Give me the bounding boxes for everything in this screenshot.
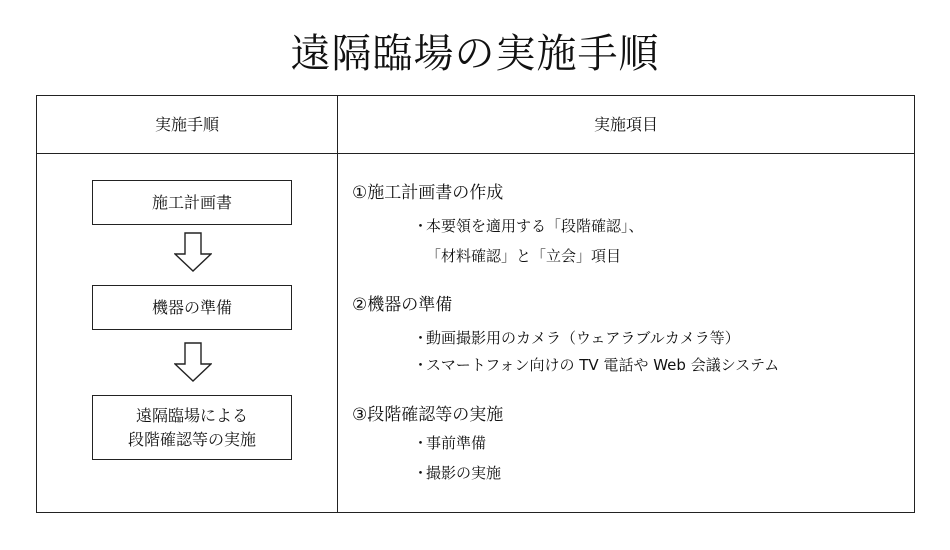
header-items: 実施項目 <box>593 115 658 134</box>
bullet-item: ・動画撮影用のカメラ（ウェアラブルカメラ等） <box>413 329 740 347</box>
item-heading-inspection: ③段階確認等の実施 <box>352 405 504 425</box>
bullet-mark: ・ <box>413 434 429 452</box>
bullet-mark: ・ <box>413 464 429 482</box>
step-label: 施工計画書 <box>151 192 232 212</box>
bullet-item: ・スマートフォン向けの TV 電話や Web 会議システム <box>413 356 780 374</box>
step-label-line2: 段階確認等の実施 <box>127 429 256 449</box>
down-arrow-icon <box>174 232 212 272</box>
item-heading-plan: ①施工計画書の作成 <box>352 183 504 203</box>
header-divider <box>37 153 914 154</box>
bullet-mark: ・ <box>413 217 429 235</box>
step-box-equipment <box>92 285 292 330</box>
header-steps: 実施手順 <box>154 115 219 134</box>
bullet-item-continued: 「材料確認」と「立会」項目 <box>426 247 622 265</box>
step-label: 機器の準備 <box>151 297 232 317</box>
bullet-item: ・本要領を適用する「段階確認」、 <box>413 217 644 235</box>
item-heading-equipment: ②機器の準備 <box>352 295 453 315</box>
bullet-item: ・撮影の実施 <box>413 464 502 482</box>
page-title: 遠隔臨場の実施手順 <box>290 31 660 77</box>
step-box-remote-inspection <box>92 395 292 460</box>
bullet-mark: ・ <box>413 356 429 374</box>
column-divider <box>337 96 338 512</box>
bullet-mark: ・ <box>413 329 429 347</box>
bullet-item: ・事前準備 <box>413 434 487 452</box>
down-arrow-icon <box>174 342 212 382</box>
step-label-line1: 遠隔臨場による <box>135 405 248 425</box>
step-box-plan <box>92 180 292 225</box>
